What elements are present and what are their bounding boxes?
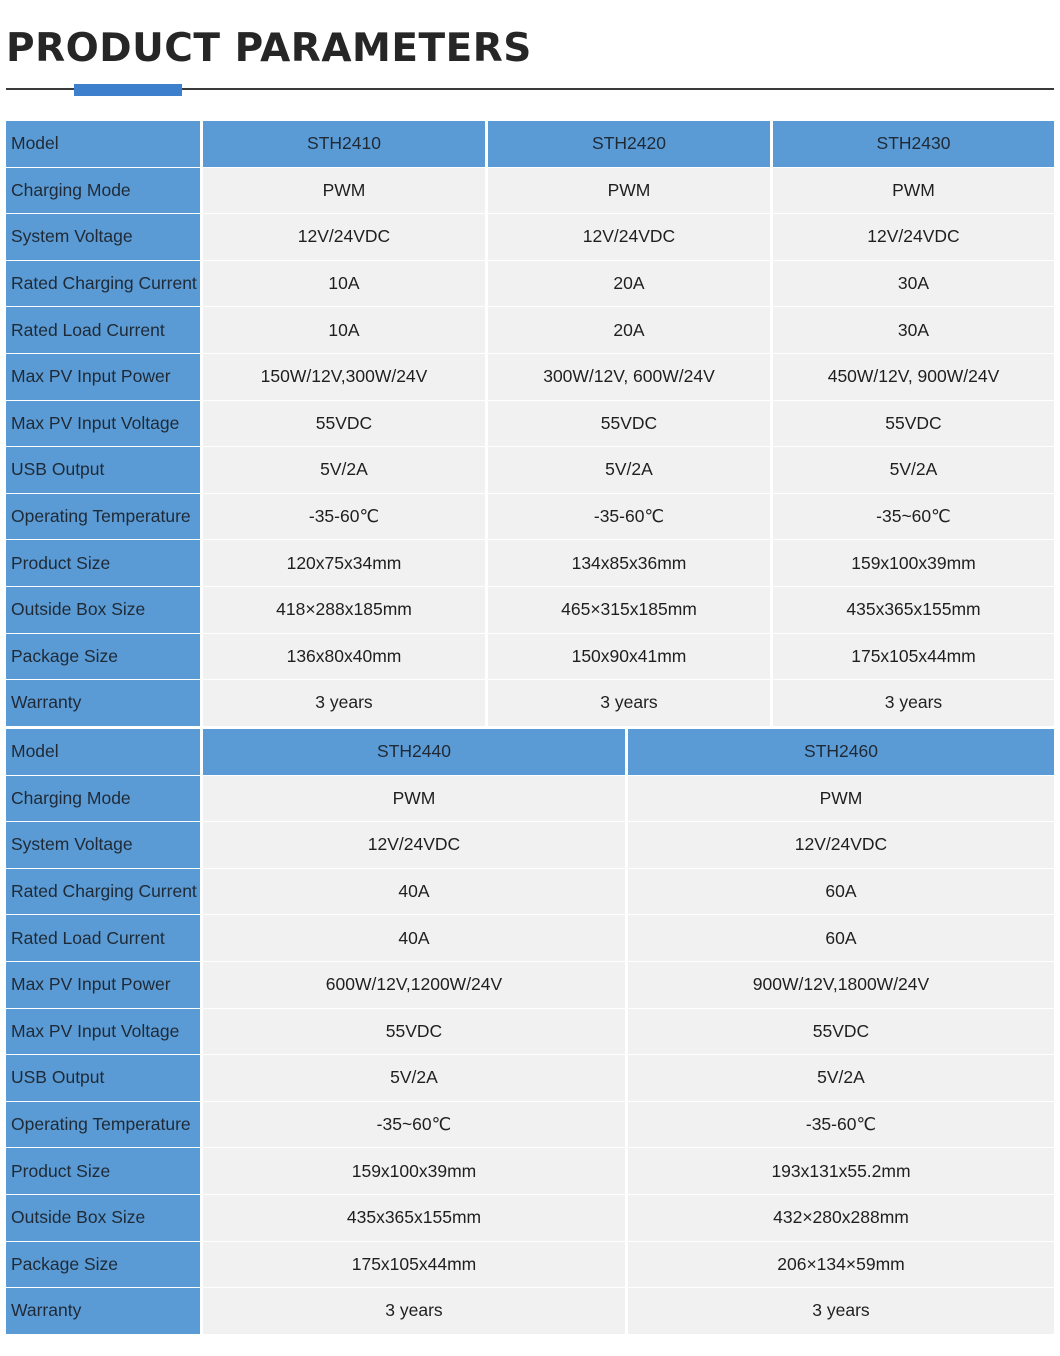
- table-row: [6, 1148, 1054, 1195]
- value-cell: PWM: [628, 776, 1054, 823]
- value-cell: 3 years: [773, 680, 1054, 727]
- value-cell: 55VDC: [203, 401, 488, 448]
- table-row: [6, 1009, 1054, 1056]
- table-row: [6, 634, 1054, 681]
- value-cell: 134x85x36mm: [488, 540, 773, 587]
- row-label: Rated Load Current: [6, 915, 203, 962]
- row-label: Max PV Input Power: [6, 354, 203, 401]
- value-cell: 20A: [488, 261, 773, 308]
- row-label: Package Size: [6, 634, 203, 681]
- row-label: USB Output: [6, 1055, 203, 1102]
- value-cell: 12V/24VDC: [203, 822, 628, 869]
- value-cell: -35-60℃: [203, 494, 488, 541]
- row-label: Rated Load Current: [6, 307, 203, 354]
- table-row: [6, 1242, 1054, 1289]
- value-cell: 465×315x185mm: [488, 587, 773, 634]
- value-cell: 12V/24VDC: [488, 214, 773, 261]
- table-row: [6, 494, 1054, 541]
- value-cell: 175x105x44mm: [773, 634, 1054, 681]
- table-row: [6, 354, 1054, 401]
- table-row: [6, 540, 1054, 587]
- value-cell: 60A: [628, 869, 1054, 916]
- row-label: Outside Box Size: [6, 1195, 203, 1242]
- value-cell: 55VDC: [773, 401, 1054, 448]
- row-label: Rated Charging Current: [6, 869, 203, 916]
- value-cell: PWM: [488, 168, 773, 215]
- value-cell: 300W/12V, 600W/24V: [488, 354, 773, 401]
- value-cell: 3 years: [488, 680, 773, 727]
- row-label: Outside Box Size: [6, 587, 203, 634]
- value-cell: 20A: [488, 307, 773, 354]
- value-cell: 5V/2A: [203, 447, 488, 494]
- value-cell: 5V/2A: [628, 1055, 1054, 1102]
- value-cell: PWM: [773, 168, 1054, 215]
- table-row: [6, 680, 1054, 727]
- table-row: [6, 587, 1054, 634]
- value-cell: 600W/12V,1200W/24V: [203, 962, 628, 1009]
- table-row: [6, 1288, 1054, 1335]
- value-cell: 206×134×59mm: [628, 1242, 1054, 1289]
- value-cell: 418×288x185mm: [203, 587, 488, 634]
- model-name-cell: STH2440: [203, 729, 628, 776]
- value-cell: 5V/2A: [203, 1055, 628, 1102]
- table-row: [6, 214, 1054, 261]
- value-cell: 55VDC: [203, 1009, 628, 1056]
- row-label: System Voltage: [6, 822, 203, 869]
- value-cell: 150x90x41mm: [488, 634, 773, 681]
- value-cell: 30A: [773, 307, 1054, 354]
- table-row: [6, 1195, 1054, 1242]
- value-cell: 55VDC: [488, 401, 773, 448]
- value-cell: 10A: [203, 307, 488, 354]
- value-cell: 159x100x39mm: [203, 1148, 628, 1195]
- value-cell: 55VDC: [628, 1009, 1054, 1056]
- row-label: Warranty: [6, 1288, 203, 1335]
- value-cell: 3 years: [628, 1288, 1054, 1335]
- row-label: System Voltage: [6, 214, 203, 261]
- row-label: Product Size: [6, 1148, 203, 1195]
- table-row: [6, 869, 1054, 916]
- model-name-cell: STH2460: [628, 729, 1054, 776]
- model-name-cell: STH2420: [488, 121, 773, 168]
- row-label: Rated Charging Current: [6, 261, 203, 308]
- row-label: Operating Temperature: [6, 1102, 203, 1149]
- table-row: [6, 447, 1054, 494]
- value-cell: 175x105x44mm: [203, 1242, 628, 1289]
- table-row: [6, 307, 1054, 354]
- value-cell: 10A: [203, 261, 488, 308]
- value-cell: -35~60℃: [773, 494, 1054, 541]
- value-cell: PWM: [203, 776, 628, 823]
- value-cell: 900W/12V,1800W/24V: [628, 962, 1054, 1009]
- table-row: [6, 962, 1054, 1009]
- table-header-row: [6, 729, 1054, 776]
- row-label: Charging Mode: [6, 168, 203, 215]
- table-row: [6, 776, 1054, 823]
- row-label: Model: [6, 121, 203, 168]
- value-cell: 136x80x40mm: [203, 634, 488, 681]
- value-cell: 5V/2A: [488, 447, 773, 494]
- value-cell: 435x365x155mm: [773, 587, 1054, 634]
- value-cell: 432×280x288mm: [628, 1195, 1054, 1242]
- row-label: Warranty: [6, 680, 203, 727]
- table-header-row: [6, 121, 1054, 168]
- spec-table-1: [6, 121, 1054, 727]
- spec-table-2-body: [6, 729, 1054, 1335]
- row-label: USB Output: [6, 447, 203, 494]
- value-cell: 30A: [773, 261, 1054, 308]
- table-row: [6, 261, 1054, 308]
- table-row: [6, 1102, 1054, 1149]
- table-row: [6, 168, 1054, 215]
- value-cell: 5V/2A: [773, 447, 1054, 494]
- value-cell: -35-60℃: [488, 494, 773, 541]
- value-cell: 3 years: [203, 1288, 628, 1335]
- value-cell: 40A: [203, 869, 628, 916]
- value-cell: 12V/24VDC: [203, 214, 488, 261]
- value-cell: 193x131x55.2mm: [628, 1148, 1054, 1195]
- value-cell: 12V/24VDC: [628, 822, 1054, 869]
- row-label: Product Size: [6, 540, 203, 587]
- table-row: [6, 1055, 1054, 1102]
- row-label: Package Size: [6, 1242, 203, 1289]
- value-cell: 60A: [628, 915, 1054, 962]
- page-title: PRODUCT PARAMETERS: [6, 26, 532, 71]
- value-cell: 450W/12V, 900W/24V: [773, 354, 1054, 401]
- value-cell: 159x100x39mm: [773, 540, 1054, 587]
- row-label: Model: [6, 729, 203, 776]
- row-label: Max PV Input Power: [6, 962, 203, 1009]
- row-label: Max PV Input Voltage: [6, 401, 203, 448]
- table-row: [6, 915, 1054, 962]
- value-cell: 435x365x155mm: [203, 1195, 628, 1242]
- model-name-cell: STH2430: [773, 121, 1054, 168]
- value-cell: 40A: [203, 915, 628, 962]
- value-cell: PWM: [203, 168, 488, 215]
- spec-table-1-body: [6, 121, 1054, 727]
- table-row: [6, 822, 1054, 869]
- model-name-cell: STH2410: [203, 121, 488, 168]
- title-accent-bar: [74, 84, 182, 96]
- row-label: Charging Mode: [6, 776, 203, 823]
- value-cell: 150W/12V,300W/24V: [203, 354, 488, 401]
- value-cell: 3 years: [203, 680, 488, 727]
- table-row: [6, 401, 1054, 448]
- spec-table-2: [6, 729, 1054, 1335]
- value-cell: 12V/24VDC: [773, 214, 1054, 261]
- value-cell: -35~60℃: [203, 1102, 628, 1149]
- value-cell: -35-60℃: [628, 1102, 1054, 1149]
- row-label: Operating Temperature: [6, 494, 203, 541]
- value-cell: 120x75x34mm: [203, 540, 488, 587]
- row-label: Max PV Input Voltage: [6, 1009, 203, 1056]
